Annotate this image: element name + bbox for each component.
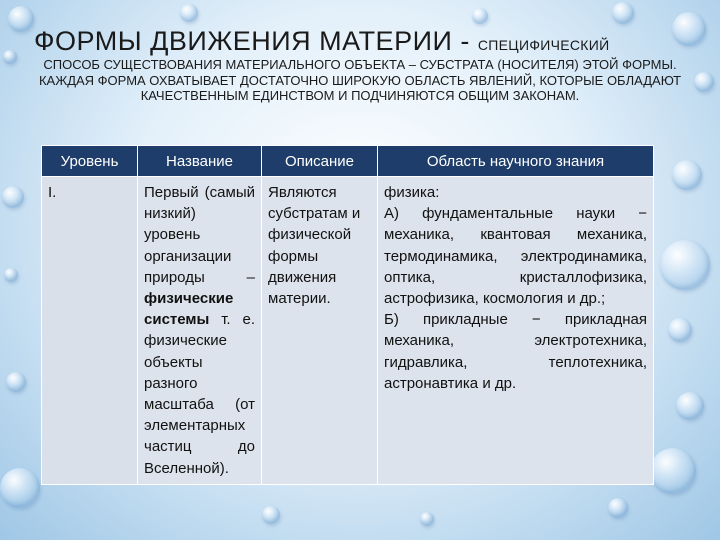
slide-subtitle: СПОСОБ СУЩЕСТВОВАНИЯ МАТЕРИАЛЬНОГО ОБЪЕКТА – СУБСТРАТА (НОСИТЕЛЯ) ЭТОЙ ФОРМЫ. КАЖДАЯ ФОРМА ОХВАТЫВАЕТ ДОСТАТОЧНО ШИРОКУЮ ОБЛАСТЬ ЯВЛЕНИЙ, КОТОРЫЕ ОБЛАДАЮТ КАЧЕСТВЕННЫМ ЕДИНСТВОМ И ПОДЧИНЯЮТСЯ ОБЩИМ ЗАКОНАМ. — [38, 57, 682, 103]
matter-forms-table — [41, 145, 653, 485]
cell-level: I. — [42, 177, 138, 485]
table-header-row — [42, 146, 654, 177]
cell-name — [138, 177, 262, 485]
name-text: Первый (самый низкий) уровень организации природы – — [144, 184, 255, 286]
cell-field — [378, 177, 654, 485]
header-field: Область научного знания — [378, 146, 654, 177]
table-row — [42, 177, 654, 485]
field-line: физика: — [384, 184, 440, 201]
name-text-continued: т. е. физические объекты разного масштаба (от элементарных частиц до Вселенной). — [144, 311, 255, 477]
title-dash: - — [452, 26, 478, 56]
header-name: Название — [138, 146, 262, 177]
name-bold-text: физические системы — [144, 290, 234, 329]
title-rest: СПЕЦИФИЧЕСКИЙ — [477, 37, 610, 53]
field-line: А) фундаментальные науки − механика, квантовая механика, термодинамика, электродинамика, оптика, кристаллофизика, астрофизика, космология и др.; — [384, 205, 647, 308]
header-level: Уровень — [42, 146, 138, 177]
field-line: Б) прикладные − прикладная механика, электротехника, гидравлика, теплотехника, астронавтика и др. — [384, 311, 647, 392]
cell-description: Являются субстратам и физической формы движения материи. — [262, 177, 378, 485]
title-main: ФОРМЫ ДВИЖЕНИЯ МАТЕРИИ — [34, 26, 453, 56]
slide-title — [34, 26, 610, 57]
header-description: Описание — [262, 146, 378, 177]
